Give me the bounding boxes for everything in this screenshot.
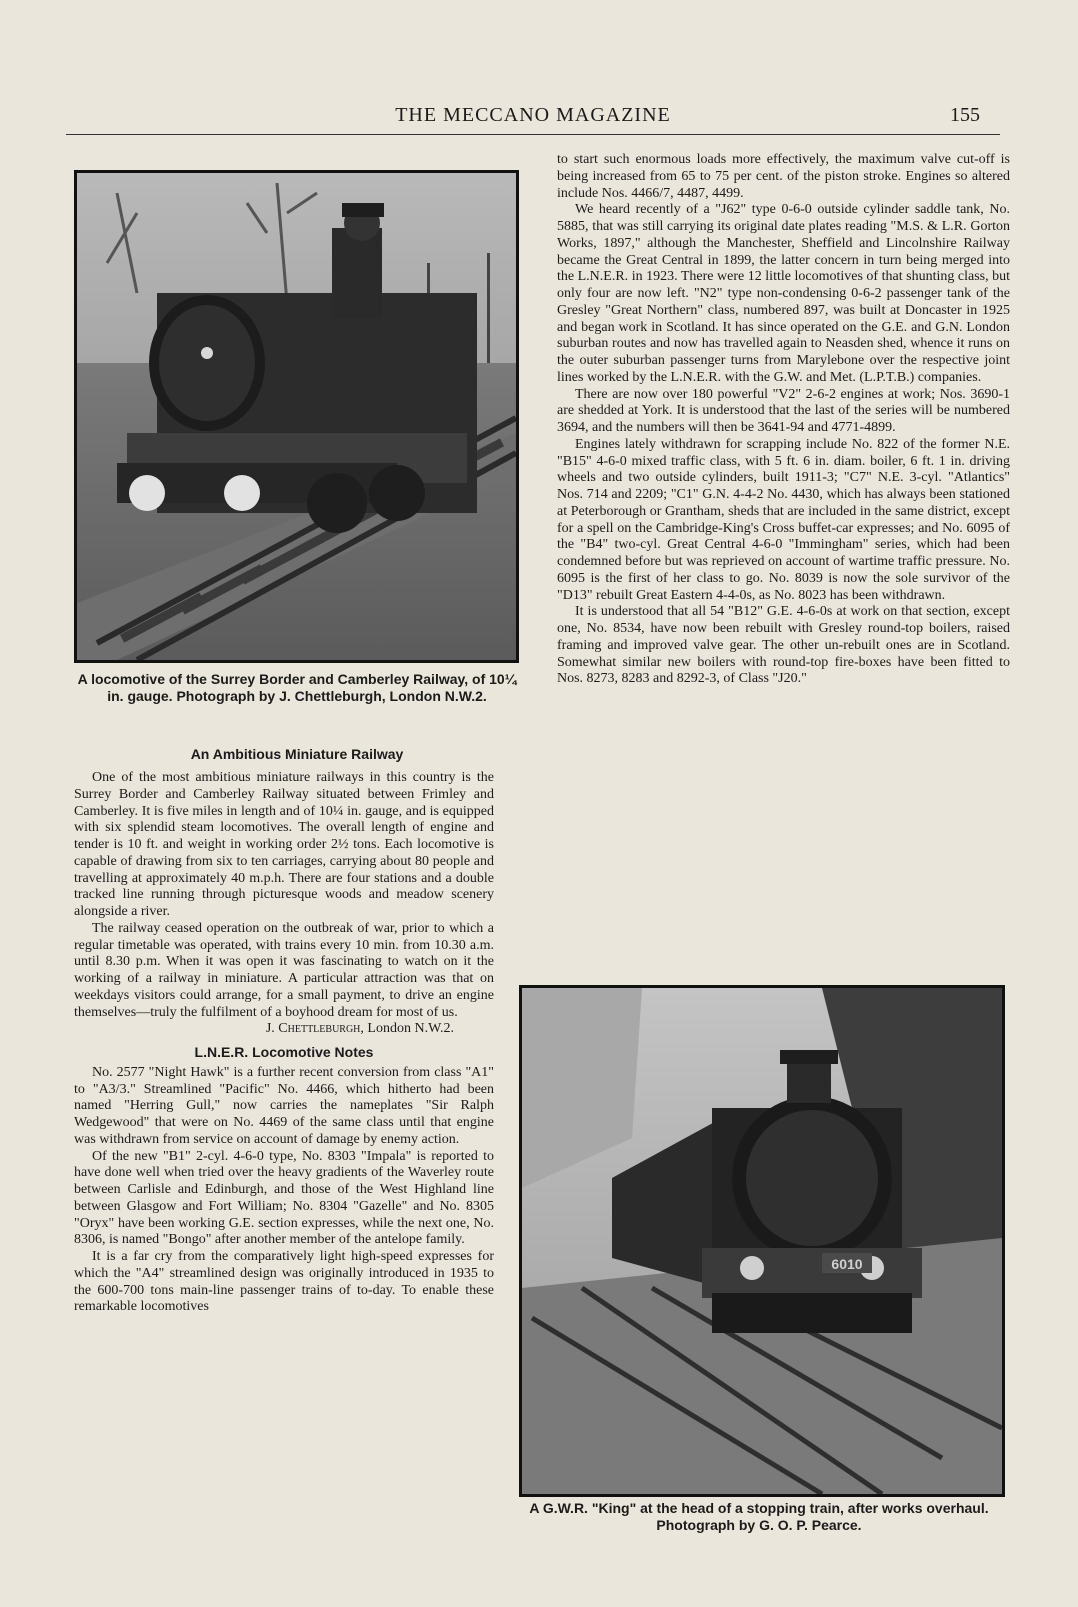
gwr-king-illustration	[522, 988, 1002, 1494]
page-number: 155	[950, 104, 980, 126]
miniature-locomotive-illustration	[77, 173, 516, 660]
signature-name: J. Chettleburgh,	[265, 1021, 364, 1037]
miniature-locomotive-photo	[74, 170, 519, 663]
gwr-king-photo	[519, 985, 1005, 1497]
locomotive-number-plate: 6010	[831, 1256, 863, 1272]
right-paragraph: Engines lately withdrawn for scrapping include No. 822 of the former N.E. "B15" 4-6-0 mixed traffic class, with 5 ft. 6 in. diam. boiler, 6 ft. 1 in. driving wheels and two outside cylinders, built 1911-3; "C7" N.E. 3-cyl. "Atlantics" Nos. 714 and 2209; "C1" G.N. 4-4-2 No. 4430, which has always been stationed at Peterborough or Grantham, sheds that are included in the same district, except for a spell on the Cambridge-King's Cross buffet-car expresses; and No. 6095 of the "B4" two-cyl. Great Central 4-6-0 "Immingham" series, which had been condemned before but was reprieved on account of wartime traffic pressure. No. 6095 is the first of her class to go. No. 8039 is now the sole survivor of the "D13" rebuilt Great Eastern 4-4-0s, as No. 8023 has been withdrawn.	[557, 436, 1010, 603]
article1-signature	[74, 1021, 494, 1038]
right-paragraph: There are now over 180 powerful "V2" 2-6-2 engines at work; Nos. 3690-1 are shedded at York. It is understood that the last of the series will be numbered 3694, and the numbers will then be 3641-94 and 4771-4899.	[557, 386, 1010, 435]
article2-heading: L.N.E.R. Locomotive Notes	[194, 1044, 374, 1060]
right-column	[557, 152, 1010, 688]
article2-paragraph: No. 2577 "Night Hawk" is a further recent conversion from class "A1" to "A3/3." Streamlined "Pacific" No. 4466, which hitherto had been named "Herring Gull," now carries the nameplates "Sir Ralph Wedgewood" that were on No. 4469 of the same class until that engine was withdrawn from service on account of damage by enemy action.	[74, 1064, 494, 1147]
left-column	[74, 770, 494, 1316]
article2-paragraph: It is a far cry from the comparatively light high-speed expresses for which the "A4" streamlined design was originally introduced in 1935 to the 600-700 tons main-line passenger trains of to-day. To enable these remarkable locomotives	[74, 1249, 494, 1315]
right-paragraph: We heard recently of a "J62" type 0-6-0 outside cylinder saddle tank, No. 5885, that was still carrying its original date plates reading "M.S. & L.R. Gorton Works, 1897," although the Manchester, Sheffield and Lincolnshire Railway became the Great Central in 1899, the latter concern in turn being merged into the L.N.E.R. in 1923. There were 12 little locomotives of that shunting class, but only four are now left. "N2" type non-condensing 0-6-2 passenger tank of the Gresley "Great Northern" class, numbered 897, was built at Doncaster in 1925 and began work in Scotland. It has since operated on the G.E. and G.N. London suburban routes and now has travelled again to Neasden shed, whence it runs on the outer suburban passenger turns from Marylebone over the respective joint lines worked by the L.N.E.R. with the G.W. and Met. (L.P.T.B.) companies.	[557, 202, 1010, 385]
magazine-title: THE MECCANO MAGAZINE	[395, 104, 671, 126]
right-paragraph: to start such enormous loads more effectively, the maximum valve cut-off is being increased from 65 to 75 per cent. of the piston stroke. Engines so altered include Nos. 4466/7, 4487, 4499.	[557, 152, 1010, 201]
page-header	[66, 104, 1000, 135]
article1-paragraph: The railway ceased operation on the outbreak of war, prior to which a regular timetable was operated, with trains every 10 min. from 10.30 a.m. until 8.30 p.m. When it was open it was fascinating to watch on it the working of a railway in miniature. A particular attraction was that on weekdays visitors could arrange, for a small payment, to drive an engine themselves—truly the fulfilment of a boyhood dream for most of us.	[74, 920, 494, 1020]
right-paragraph: It is understood that all 54 "B12" G.E. 4-6-0s at work on that section, except one, No. 8534, have now been rebuilt with Gresley round-top boilers, raised framing and improved valve gear. The other un-rebuilt ones are in Scotland. Somewhat similar new boilers with round-top fire-boxes have been fitted to Nos. 8273, 8283 and 8292-3, of Class "J20."	[557, 604, 1010, 687]
photo2-caption: A G.W.R. "King" at the head of a stopping train, after works overhaul. Photograph by G. O. P. Pearce.	[529, 1500, 989, 1533]
photo1-caption: A locomotive of the Surrey Border and Camberley Railway, of 10¼ in. gauge. Photograph by J. Chettleburgh, London N.W.2.	[77, 671, 517, 704]
article1-paragraph: One of the most ambitious miniature railways in this country is the Surrey Border and Camberley Railway situated between Frimley and Camberley. It is five miles in length and of 10¼ in. gauge, and is equipped with six splendid steam locomotives. The overall length of engine and tender is 10 ft. and weight in working order 2½ tons. Each locomotive is capable of drawing from six to ten carriages, carrying about 80 people and travelling at approximately 40 m.p.h. There are four stations and a double tracked line running through picturesque woods and meadow scenery alongside a river.	[74, 770, 494, 919]
article2-paragraph: Of the new "B1" 2-cyl. 4-6-0 type, No. 8303 "Impala" is reported to have done well when tried over the heavy gradients of the Waverley route between Carlisle and Edinburgh, and those of the West Highland line between Glasgow and Fort William; No. 8304 "Gazelle" and No. 8305 "Oryx" have been working G.E. section expresses, while the next one, No. 8306, is named "Bongo" after another member of the antelope family.	[74, 1148, 494, 1248]
article1-heading: An Ambitious Miniature Railway	[190, 746, 404, 762]
signature-place: London N.W.2.	[367, 1021, 454, 1037]
